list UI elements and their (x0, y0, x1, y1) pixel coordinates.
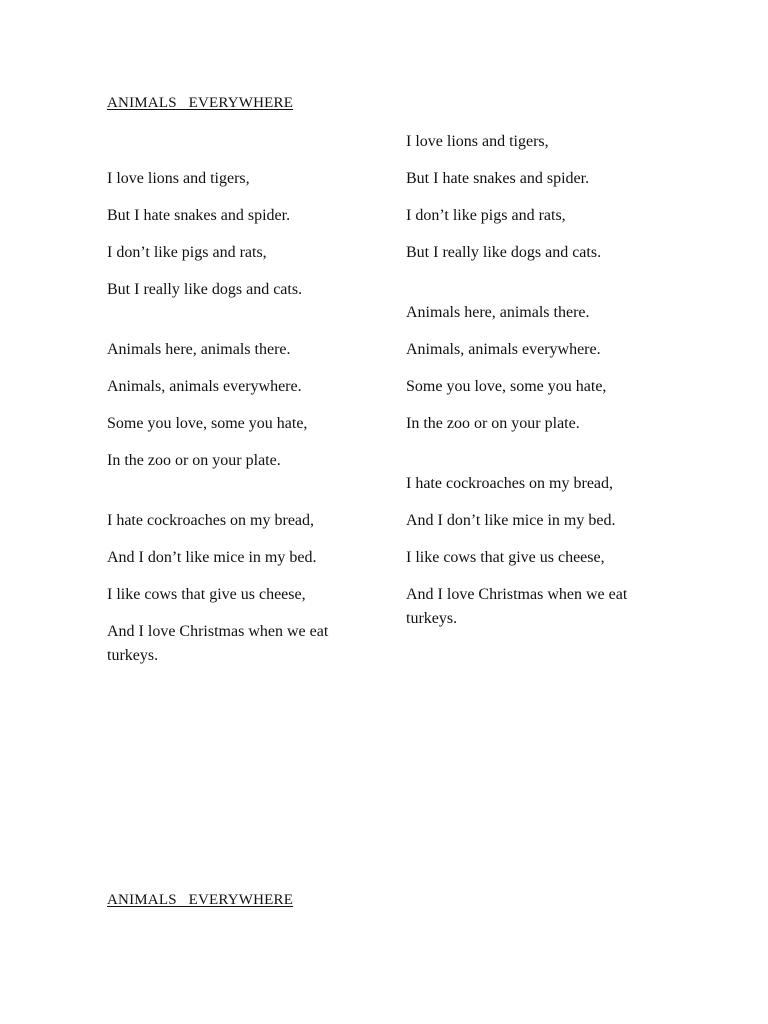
poem-line: I hate cockroaches on my bread, (107, 512, 315, 529)
poem-line: And I love Christmas when we eat turkeys. (107, 623, 329, 664)
poem-line: I like cows that give us cheese, (107, 586, 306, 603)
poem-line: I like cows that give us cheese, (406, 549, 605, 566)
poem-line: Animals, animals everywhere. (406, 341, 601, 358)
poem-line: And I love Christmas when we eat turkeys. (406, 586, 628, 627)
poem-line: I don’t like pigs and rats, (107, 244, 267, 261)
poem-line: But I really like dogs and cats. (107, 281, 303, 298)
poem-line: I love lions and tigers, (107, 170, 250, 187)
page-title: ANIMALS EVERYWHERE (107, 95, 294, 111)
poem-line: Animals here, animals there. (406, 304, 590, 321)
poem-line: And I don’t like mice in my bed. (107, 549, 317, 566)
poem-line: Some you love, some you hate, (107, 415, 308, 432)
poem-left-column (107, 167, 367, 704)
repeated-title: ANIMALS EVERYWHERE (107, 892, 294, 908)
poem-line: And I don’t like mice in my bed. (406, 512, 616, 529)
poem-line: But I hate snakes and spider. (107, 207, 291, 224)
stanza-3 (406, 472, 666, 631)
stanza-2 (406, 301, 666, 436)
poem-line: Some you love, some you hate, (406, 378, 607, 395)
poem-line: In the zoo or on your plate. (107, 452, 281, 469)
poem-line: Animals here, animals there. (107, 341, 291, 358)
poem-line: I don’t like pigs and rats, (406, 207, 566, 224)
poem-right-column (406, 130, 666, 667)
poem-line: I love lions and tigers, (406, 133, 549, 150)
stanza-1 (406, 130, 666, 265)
stanza-1 (107, 167, 367, 302)
poem-line: But I hate snakes and spider. (406, 170, 590, 187)
stanza-3 (107, 509, 367, 668)
poem-line: I hate cockroaches on my bread, (406, 475, 614, 492)
stanza-2 (107, 338, 367, 473)
poem-line: But I really like dogs and cats. (406, 244, 602, 261)
poem-line: Animals, animals everywhere. (107, 378, 302, 395)
poem-line: In the zoo or on your plate. (406, 415, 580, 432)
